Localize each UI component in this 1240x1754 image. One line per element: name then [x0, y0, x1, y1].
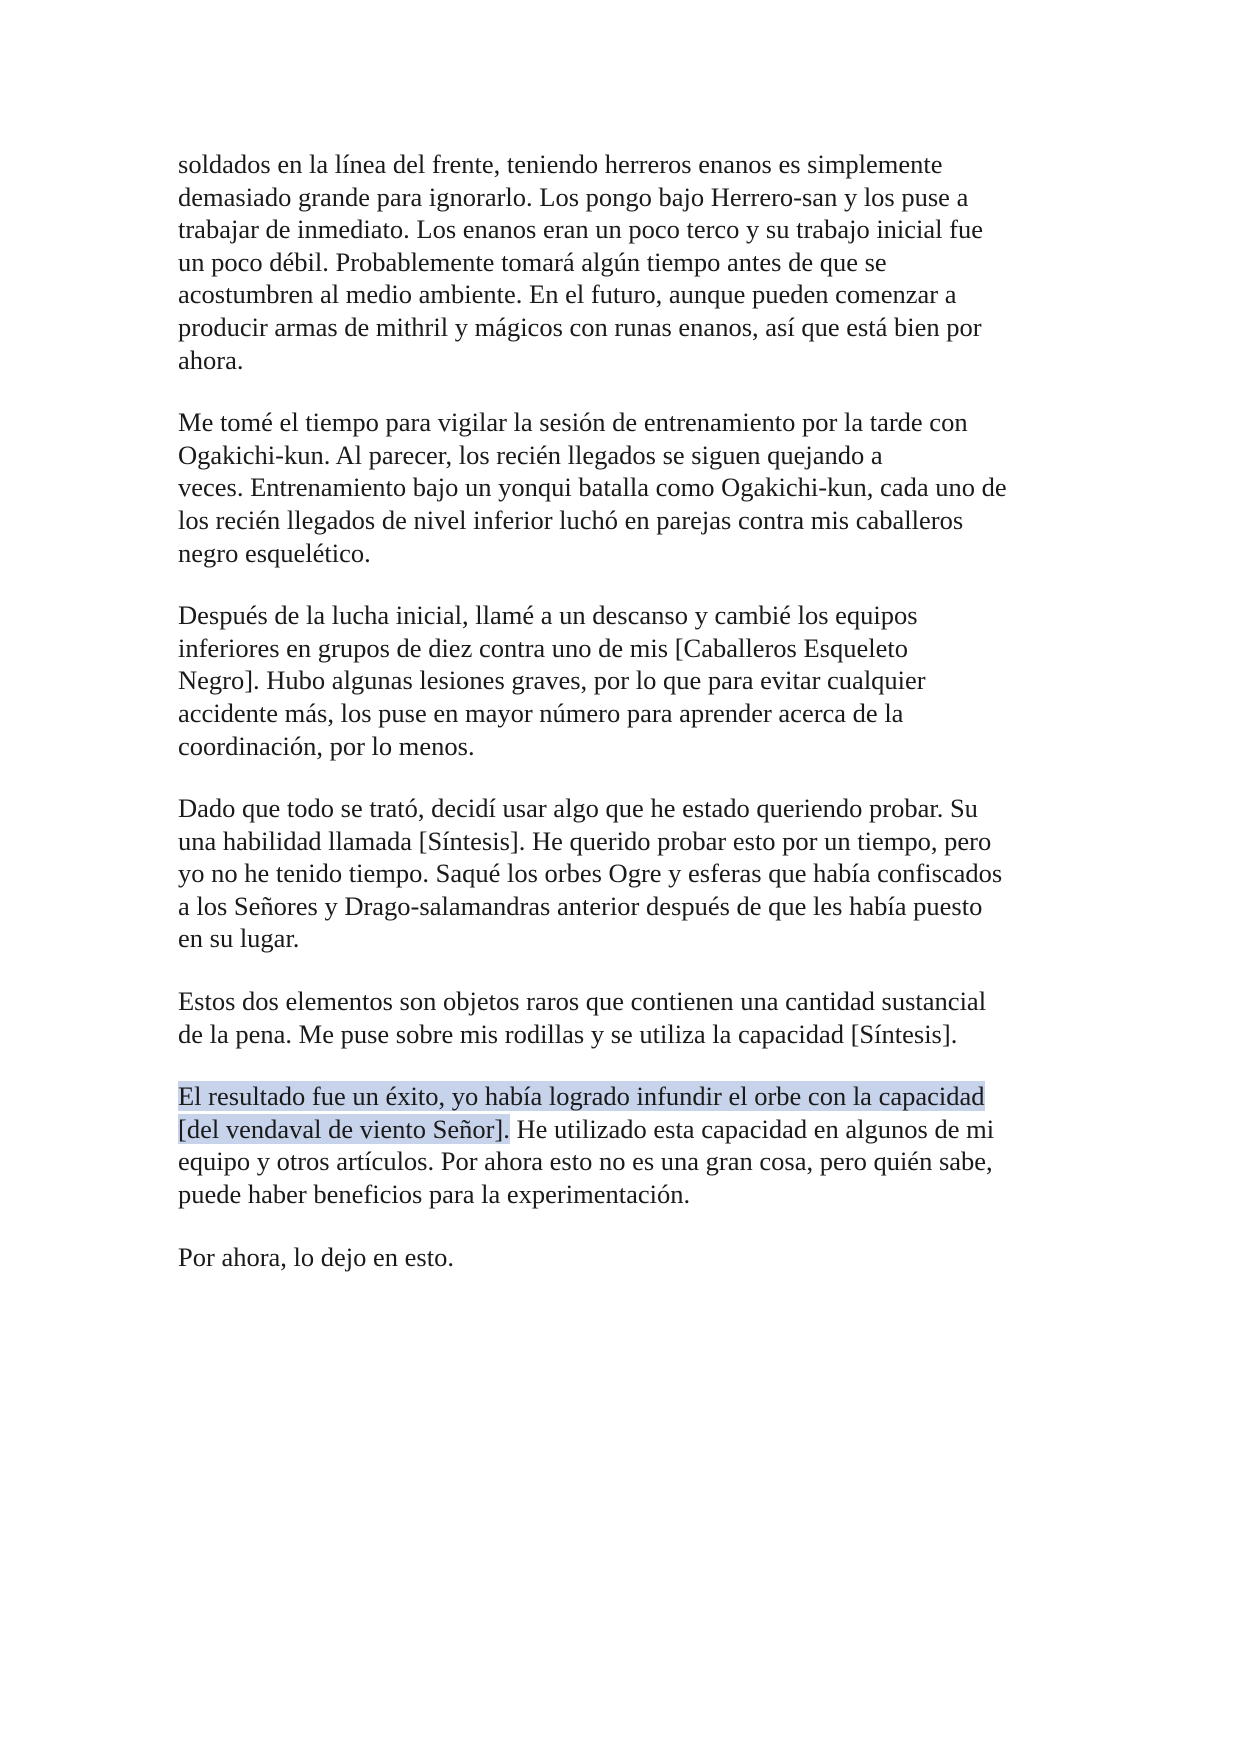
text-line: una habilidad llamada [Síntesis]. He querido probar esto por un tiempo, pero: [178, 825, 992, 856]
text-line: equipo y otros artículos. Por ahora esto no es una gran cosa, pero quién sabe,: [178, 1146, 993, 1177]
text-line: Me tomé el tiempo para vigilar la sesión de entrenamiento por la tarde con: [178, 407, 968, 438]
text-line: [178, 1080, 1078, 1113]
text-line: demasiado grande para ignorarlo. Los pongo bajo Herrero-san y los puse a: [178, 181, 969, 212]
text-line: yo no he tenido tiempo. Saqué los orbes Ogre y esferas que había confiscados: [178, 858, 1003, 889]
text-line: accidente más, los puse en mayor número para aprender acerca de la: [178, 697, 904, 728]
text-line: Negro]. Hubo algunas lesiones graves, por lo que para evitar cualquier: [178, 665, 926, 696]
paragraph-7: [178, 1241, 1078, 1274]
text-line: Por ahora, lo dejo en esto.: [178, 1241, 454, 1272]
text-line: Dado que todo se trató, decidí usar algo que he estado queriendo probar. Su: [178, 793, 978, 824]
text-line: ahora.: [178, 344, 244, 375]
text-line: veces. Entrenamiento bajo un yonqui batalla como Ogakichi-kun, cada uno de: [178, 472, 1007, 503]
text-line: producir armas de mithril y mágicos con runas enanos, así que está bien por: [178, 311, 982, 342]
paragraph-3: [178, 599, 1078, 762]
text-selection-highlight[interactable]: El resultado fue un éxito, yo había logrado infundir el orbe con la capacidad: [178, 1081, 985, 1112]
paragraph-4: [178, 792, 1078, 955]
paragraph-5: [178, 985, 1078, 1050]
text-line: Estos dos elementos son objetos raros que contienen una cantidad sustancial: [178, 986, 987, 1017]
text-line: coordinación, por lo menos.: [178, 730, 475, 761]
text-line: Ogakichi-kun. Al parecer, los recién llegados se siguen quejando a: [178, 439, 883, 470]
text-fragment: He utilizado esta capacidad en algunos de mi: [509, 1113, 995, 1144]
text-line: acostumbren al medio ambiente. En el futuro, aunque pueden comenzar a: [178, 279, 957, 310]
text-line: en su lugar.: [178, 923, 300, 954]
text-line: negro esquelético.: [178, 537, 371, 568]
text-line: inferiores en grupos de diez contra uno de mis [Caballeros Esqueleto: [178, 632, 908, 663]
paragraph-2: [178, 406, 1078, 569]
text-line: puede haber beneficios para la experimentación.: [178, 1179, 691, 1210]
text-line: trabajar de inmediato. Los enanos eran un poco terco y su trabajo inicial fue: [178, 214, 984, 245]
text-line: los recién llegados de nivel inferior luchó en parejas contra mis caballeros: [178, 504, 964, 535]
text-line: un poco débil. Probablemente tomará algún tiempo antes de que se: [178, 246, 887, 277]
text-selection-highlight[interactable]: [del vendaval de viento Señor].: [178, 1113, 510, 1144]
text-line: a los Señores y Drago-salamandras anterior después de que les había puesto: [178, 890, 983, 921]
paragraph-6: [178, 1080, 1078, 1210]
document-body: [178, 148, 1078, 1303]
text-line: [178, 1113, 1078, 1146]
text-line: de la pena. Me puse sobre mis rodillas y se utiliza la capacidad [Síntesis].: [178, 1018, 958, 1049]
text-line: Después de la lucha inicial, llamé a un descanso y cambié los equipos: [178, 600, 918, 631]
text-line: soldados en la línea del frente, teniendo herreros enanos es simplemente: [178, 149, 943, 179]
paragraph-1: [178, 148, 1078, 376]
